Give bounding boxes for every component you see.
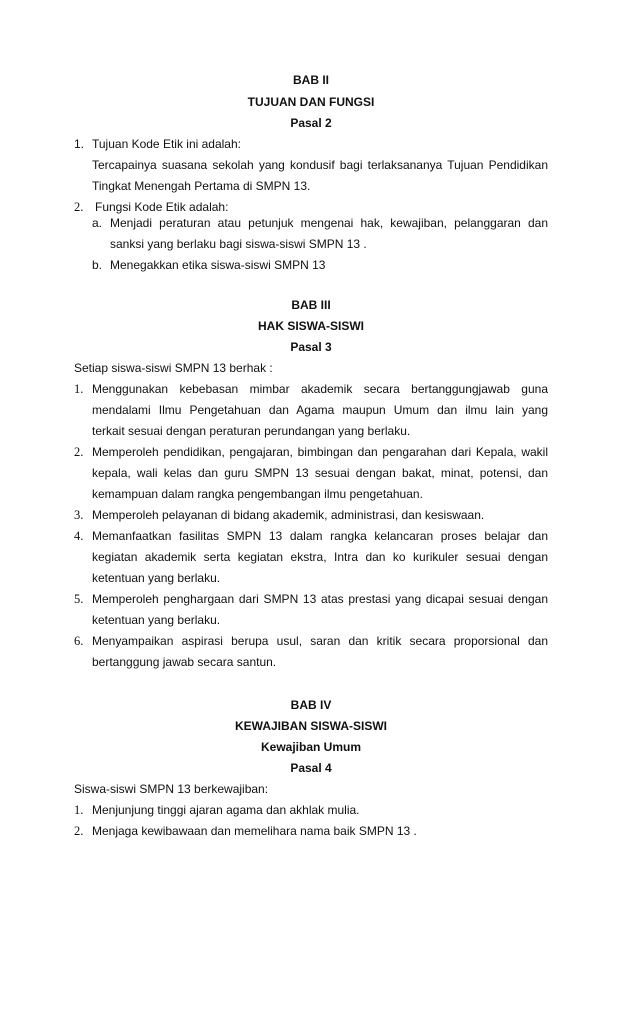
bab2-sub-a-line2: sanksi yang berlaku bagi siswa-siswi SMPN 13 . [110,237,367,251]
bab3-item5-line2: ketentuan yang berlaku. [92,613,221,627]
bab4-heading: BAB IV [290,698,332,712]
bab2-pasal: Pasal 2 [290,116,332,130]
bab3-item2-line2: kepala, wali kelas dan guru SMPN 13 sesuai dengan bakat, minat, potensi, dan [92,466,548,480]
bab3-item3-number: 3. [74,508,84,522]
bab2-item2-line1: Fungsi Kode Etik adalah: [95,200,229,214]
bab2-title: TUJUAN DAN FUNGSI [247,95,375,109]
bab4-intro: Siswa-siswi SMPN 13 berkewajiban: [74,782,269,796]
bab2-sub-a-line1: Menjadi peraturan atau petunjuk mengenai hak, kewajiban, pelanggaran dan [110,216,548,230]
bab4-item2-line1: Menjaga kewibawaan dan memelihara nama baik SMPN 13 . [92,824,417,838]
bab3-item1-line1: Menggunakan kebebasan mimbar akademik secara bertanggungjawab guna [92,382,548,396]
bab3-intro: Setiap siswa-siswi SMPN 13 berhak : [74,361,273,375]
bab3-item4-number: 4. [74,529,84,543]
bab2-heading: BAB II [293,73,329,87]
bab3-item3-line1: Memperoleh pelayanan di bidang akademik, administrasi, dan kesiswaan. [92,508,485,522]
bab2-sub-b-line1: Menegakkan etika siswa-siswi SMPN 13 [110,258,326,272]
bab3-item4-line3: ketentuan yang berlaku. [92,571,221,585]
bab3-item5-line1: Memperoleh penghargaan dari SMPN 13 atas prestasi yang dicapai sesuai dengan [92,592,548,606]
bab3-item2-line1: Memperoleh pendidikan, pengajaran, bimbingan dan pengarahan dari Kepala, wakil [92,445,548,459]
bab3-item1-line2: mendalami Ilmu Pengetahuan dan Agama maupun Umum dan ilmu lain yang [92,403,548,417]
bab2-sub-a-letter: a. [92,216,103,230]
bab4-subtitle: Kewajiban Umum [260,740,362,754]
bab4-item2-number: 2. [74,824,84,838]
bab2-item1-line1: Tujuan Kode Etik ini adalah: [92,137,241,151]
bab2-item1-line2: Tercapainya suasana sekolah yang kondusif bagi terlaksananya Tujuan Pendidikan [92,158,548,172]
bab3-item1-line3: terkait sesuai dengan peraturan perundangan yang berlaku. [92,424,411,438]
bab3-item4-line2: kegiatan akademik serta kegiatan ekstra, Intra dan ko kurikuler sesuai dengan [92,550,548,564]
bab2-item1-line3: Tingkat Menengah Pertama di SMPN 13. [92,179,311,193]
bab3-item2-number: 2. [74,445,84,459]
bab3-item5-number: 5. [74,592,84,606]
bab2-item2-number: 2. [74,200,84,214]
bab3-pasal: Pasal 3 [290,340,332,354]
bab3-heading: BAB III [291,298,331,312]
bab2-sub-b-letter: b. [92,258,103,272]
bab3-item2-line3: kemampuan dalam rangka pengembangan ilmu pengetahuan. [92,487,423,501]
bab4-item1-number: 1. [74,803,84,817]
bab3-title: HAK SISWA-SISWI [257,319,364,333]
bab2-item1-number: 1. [74,137,85,151]
bab3-item1-number: 1. [74,382,84,396]
bab3-item6-line1: Menyampaikan aspirasi berupa usul, saran dan kritik secara proporsional dan [92,634,548,648]
bab3-item4-line1: Memanfaatkan fasilitas SMPN 13 dalam rangka kelancaran proses belajar dan [92,529,548,543]
bab4-title: KEWAJIBAN SISWA-SISWI [234,719,387,733]
bab3-item6-line2: bertanggung jawab secara santun. [92,655,277,669]
bab4-item1-line1: Menjunjung tinggi ajaran agama dan akhlak mulia. [92,803,360,817]
bab3-item6-number: 6. [74,634,84,648]
bab4-pasal: Pasal 4 [290,761,332,775]
